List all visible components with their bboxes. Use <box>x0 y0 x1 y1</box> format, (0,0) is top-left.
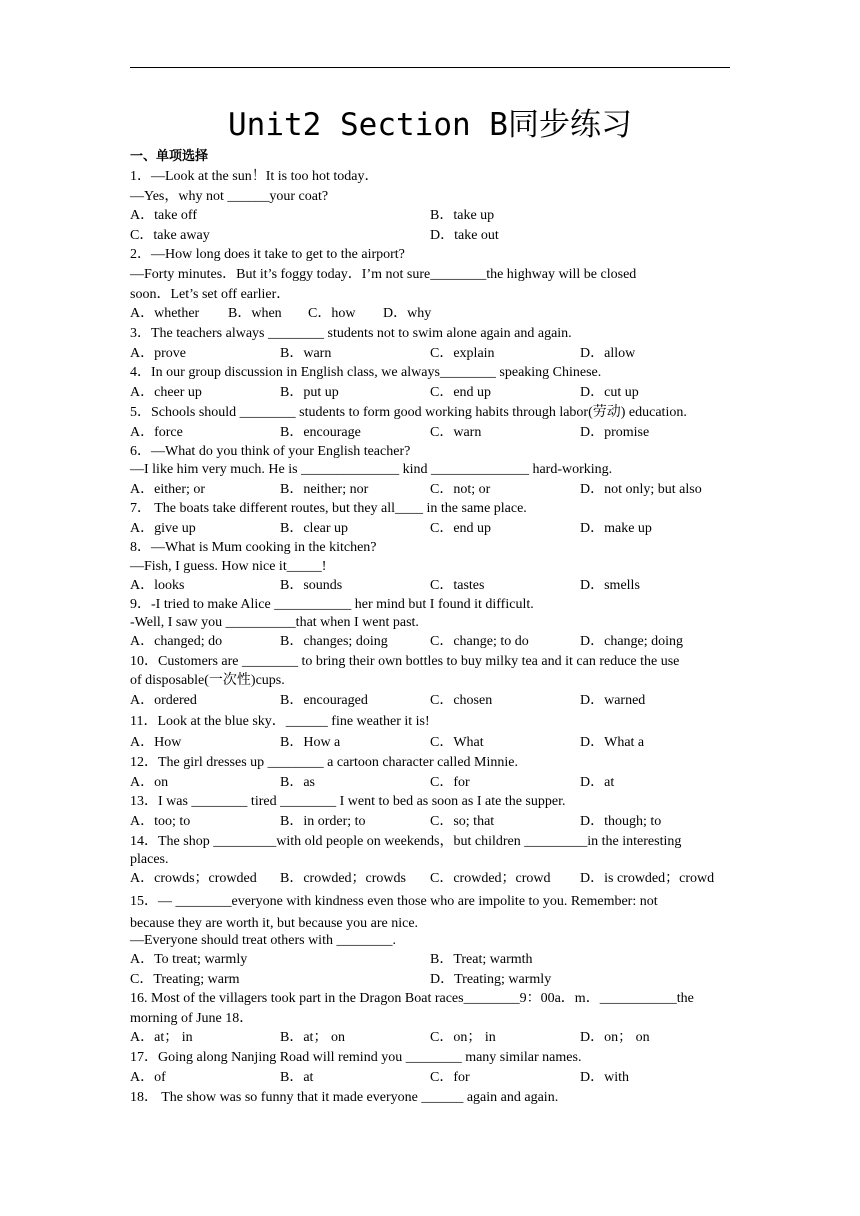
answer-option: A．of <box>130 1070 166 1085</box>
answer-option: D．smells <box>580 578 640 593</box>
header-rule <box>130 67 730 68</box>
question-line: 3．The teachers always ________ students not to swim alone again and again. <box>130 326 572 341</box>
answer-option: A．too; to <box>130 814 191 829</box>
answer-option: B．at <box>280 1070 314 1085</box>
answer-option: C．not; or <box>430 482 491 497</box>
answer-option: B．crowded；crowds <box>280 871 406 886</box>
question-line: 16. Most of the villagers took part in the Dragon Boat races________9：00a．m．___________the <box>130 991 694 1006</box>
answer-option: A．To treat; warmly <box>130 952 248 967</box>
page-title <box>0 104 860 146</box>
question-line: 2．—How long does it take to get to the airport? <box>130 247 405 262</box>
question-line: 14．The shop _________with old people on weekends，but children _________in the interesting <box>130 834 682 849</box>
question-line: 15．— ________everyone with kindness even those who are impolite to you. Remember: not <box>130 894 658 909</box>
question-line: 12．The girl dresses up ________ a cartoon character called Minnie. <box>130 755 518 770</box>
answer-option: B．Treat; warmth <box>430 952 533 967</box>
answer-option: D．warned <box>580 693 646 708</box>
answer-option: A．whether <box>130 306 200 321</box>
answer-option: A．take off <box>130 208 197 223</box>
answer-option: B．in order; to <box>280 814 366 829</box>
question-line: 9．-I tried to make Alice ___________ her mind but I found it difficult. <box>130 597 534 612</box>
answer-option: C．how <box>308 306 356 321</box>
answer-option: C．explain <box>430 346 495 361</box>
answer-option: B．take up <box>430 208 495 223</box>
answer-option: A．force <box>130 425 183 440</box>
answer-option: C．for <box>430 775 470 790</box>
answer-option: B．changes; doing <box>280 634 388 649</box>
answer-option: D．though; to <box>580 814 662 829</box>
answer-option: C．What <box>430 735 484 750</box>
answer-option: B．at； on <box>280 1030 345 1045</box>
answer-option: D．with <box>580 1070 629 1085</box>
question-line: 4．In our group discussion in English class, we always________ speaking Chinese. <box>130 365 602 380</box>
answer-option: C．on； in <box>430 1030 496 1045</box>
answer-option: A．How <box>130 735 182 750</box>
answer-option: A．crowds；crowded <box>130 871 257 886</box>
answer-option: B．sounds <box>280 578 343 593</box>
answer-option: C．for <box>430 1070 470 1085</box>
answer-option: D．not only; but also <box>580 482 702 497</box>
question-line: 1．—Look at the sun！It is too hot today． <box>130 169 379 184</box>
answer-option: D．change; doing <box>580 634 684 649</box>
answer-option: D．What a <box>580 735 645 750</box>
question-line: —Fish, I guess. How nice it_____! <box>130 559 327 574</box>
answer-option: C．end up <box>430 521 492 536</box>
answer-option: D．why <box>383 306 432 321</box>
question-line: 17．Going along Nanjing Road will remind you ________ many similar names. <box>130 1050 582 1065</box>
answer-option: C．tastes <box>430 578 485 593</box>
question-line: —Forty minutes．But it’s foggy today．I’m not sure________the highway will be closed <box>130 267 637 282</box>
question-line: because they are worth it, but because you are nice. <box>130 916 419 931</box>
answer-option: A．give up <box>130 521 196 536</box>
question-line: 8．—What is Mum cooking in the kitchen? <box>130 540 377 555</box>
answer-option: D．allow <box>580 346 636 361</box>
title-cn: 同步练习 <box>507 107 632 143</box>
answer-option: D．make up <box>580 521 652 536</box>
question-line: 7． The boats take different routes, but they all____ in the same place. <box>130 501 527 516</box>
answer-option: B．encouraged <box>280 693 368 708</box>
question-line: soon．Let’s set off earlier． <box>130 287 291 302</box>
question-line: 6．—What do you think of your English teacher? <box>130 444 411 459</box>
answer-option: D．cut up <box>580 385 639 400</box>
answer-option: A．prove <box>130 346 186 361</box>
answer-option: A．changed; do <box>130 634 223 649</box>
answer-option: B．warn <box>280 346 332 361</box>
answer-option: C．warn <box>430 425 482 440</box>
question-line: —I like him very much. He is ______________ kind ______________ hard-working. <box>130 462 613 477</box>
answer-option: B．as <box>280 775 315 790</box>
answer-option: B．when <box>228 306 282 321</box>
question-line: 11．Look at the blue sky．______ fine weather it is! <box>130 714 430 729</box>
answer-option: B．put up <box>280 385 339 400</box>
answer-option: A．looks <box>130 578 185 593</box>
question-line: 13．I was ________ tired ________ I went to bed as soon as I ate the supper. <box>130 794 566 809</box>
answer-option: D．take out <box>430 228 499 243</box>
answer-option: A．cheer up <box>130 385 202 400</box>
answer-option: A．either; or <box>130 482 206 497</box>
question-line: -Well, I saw you __________that when I went past. <box>130 615 419 630</box>
answer-option: C．chosen <box>430 693 493 708</box>
question-line: 5．Schools should ________ students to form good working habits through labor(劳动) education. <box>130 405 687 420</box>
answer-option: C．end up <box>430 385 492 400</box>
question-line: places. <box>130 852 169 867</box>
question-line: morning of June 18． <box>130 1011 254 1026</box>
answer-option: D．at <box>580 775 615 790</box>
answer-option: C．so; that <box>430 814 495 829</box>
answer-option: D．on； on <box>580 1030 650 1045</box>
answer-option: C．change; to do <box>430 634 529 649</box>
question-line: —Everyone should treat others with ________. <box>130 933 396 948</box>
answer-option: C．crowded；crowd <box>430 871 551 886</box>
question-line: 18． The show was so funny that it made everyone ______ again and again. <box>130 1090 559 1105</box>
answer-option: B．encourage <box>280 425 361 440</box>
question-line: —Yes，why not ______your coat? <box>130 189 329 204</box>
answer-option: D．is crowded；crowd <box>580 871 715 886</box>
answer-option: B．neither; nor <box>280 482 369 497</box>
answer-option: A．ordered <box>130 693 197 708</box>
answer-option: C．Treating; warm <box>130 972 240 987</box>
question-line: 10．Customers are ________ to bring their own bottles to buy milky tea and it can reduce the use <box>130 654 680 669</box>
answer-option: A．on <box>130 775 169 790</box>
answer-option: C．take away <box>130 228 210 243</box>
section-heading: 一、单项选择 <box>130 149 209 164</box>
title-en: Unit2 Section B <box>228 107 508 143</box>
answer-option: D．promise <box>580 425 650 440</box>
answer-option: B．clear up <box>280 521 349 536</box>
answer-option: B．How a <box>280 735 341 750</box>
answer-option: D．Treating; warmly <box>430 972 552 987</box>
answer-option: A．at； in <box>130 1030 193 1045</box>
question-line: of disposable(一次性)cups. <box>130 673 285 688</box>
